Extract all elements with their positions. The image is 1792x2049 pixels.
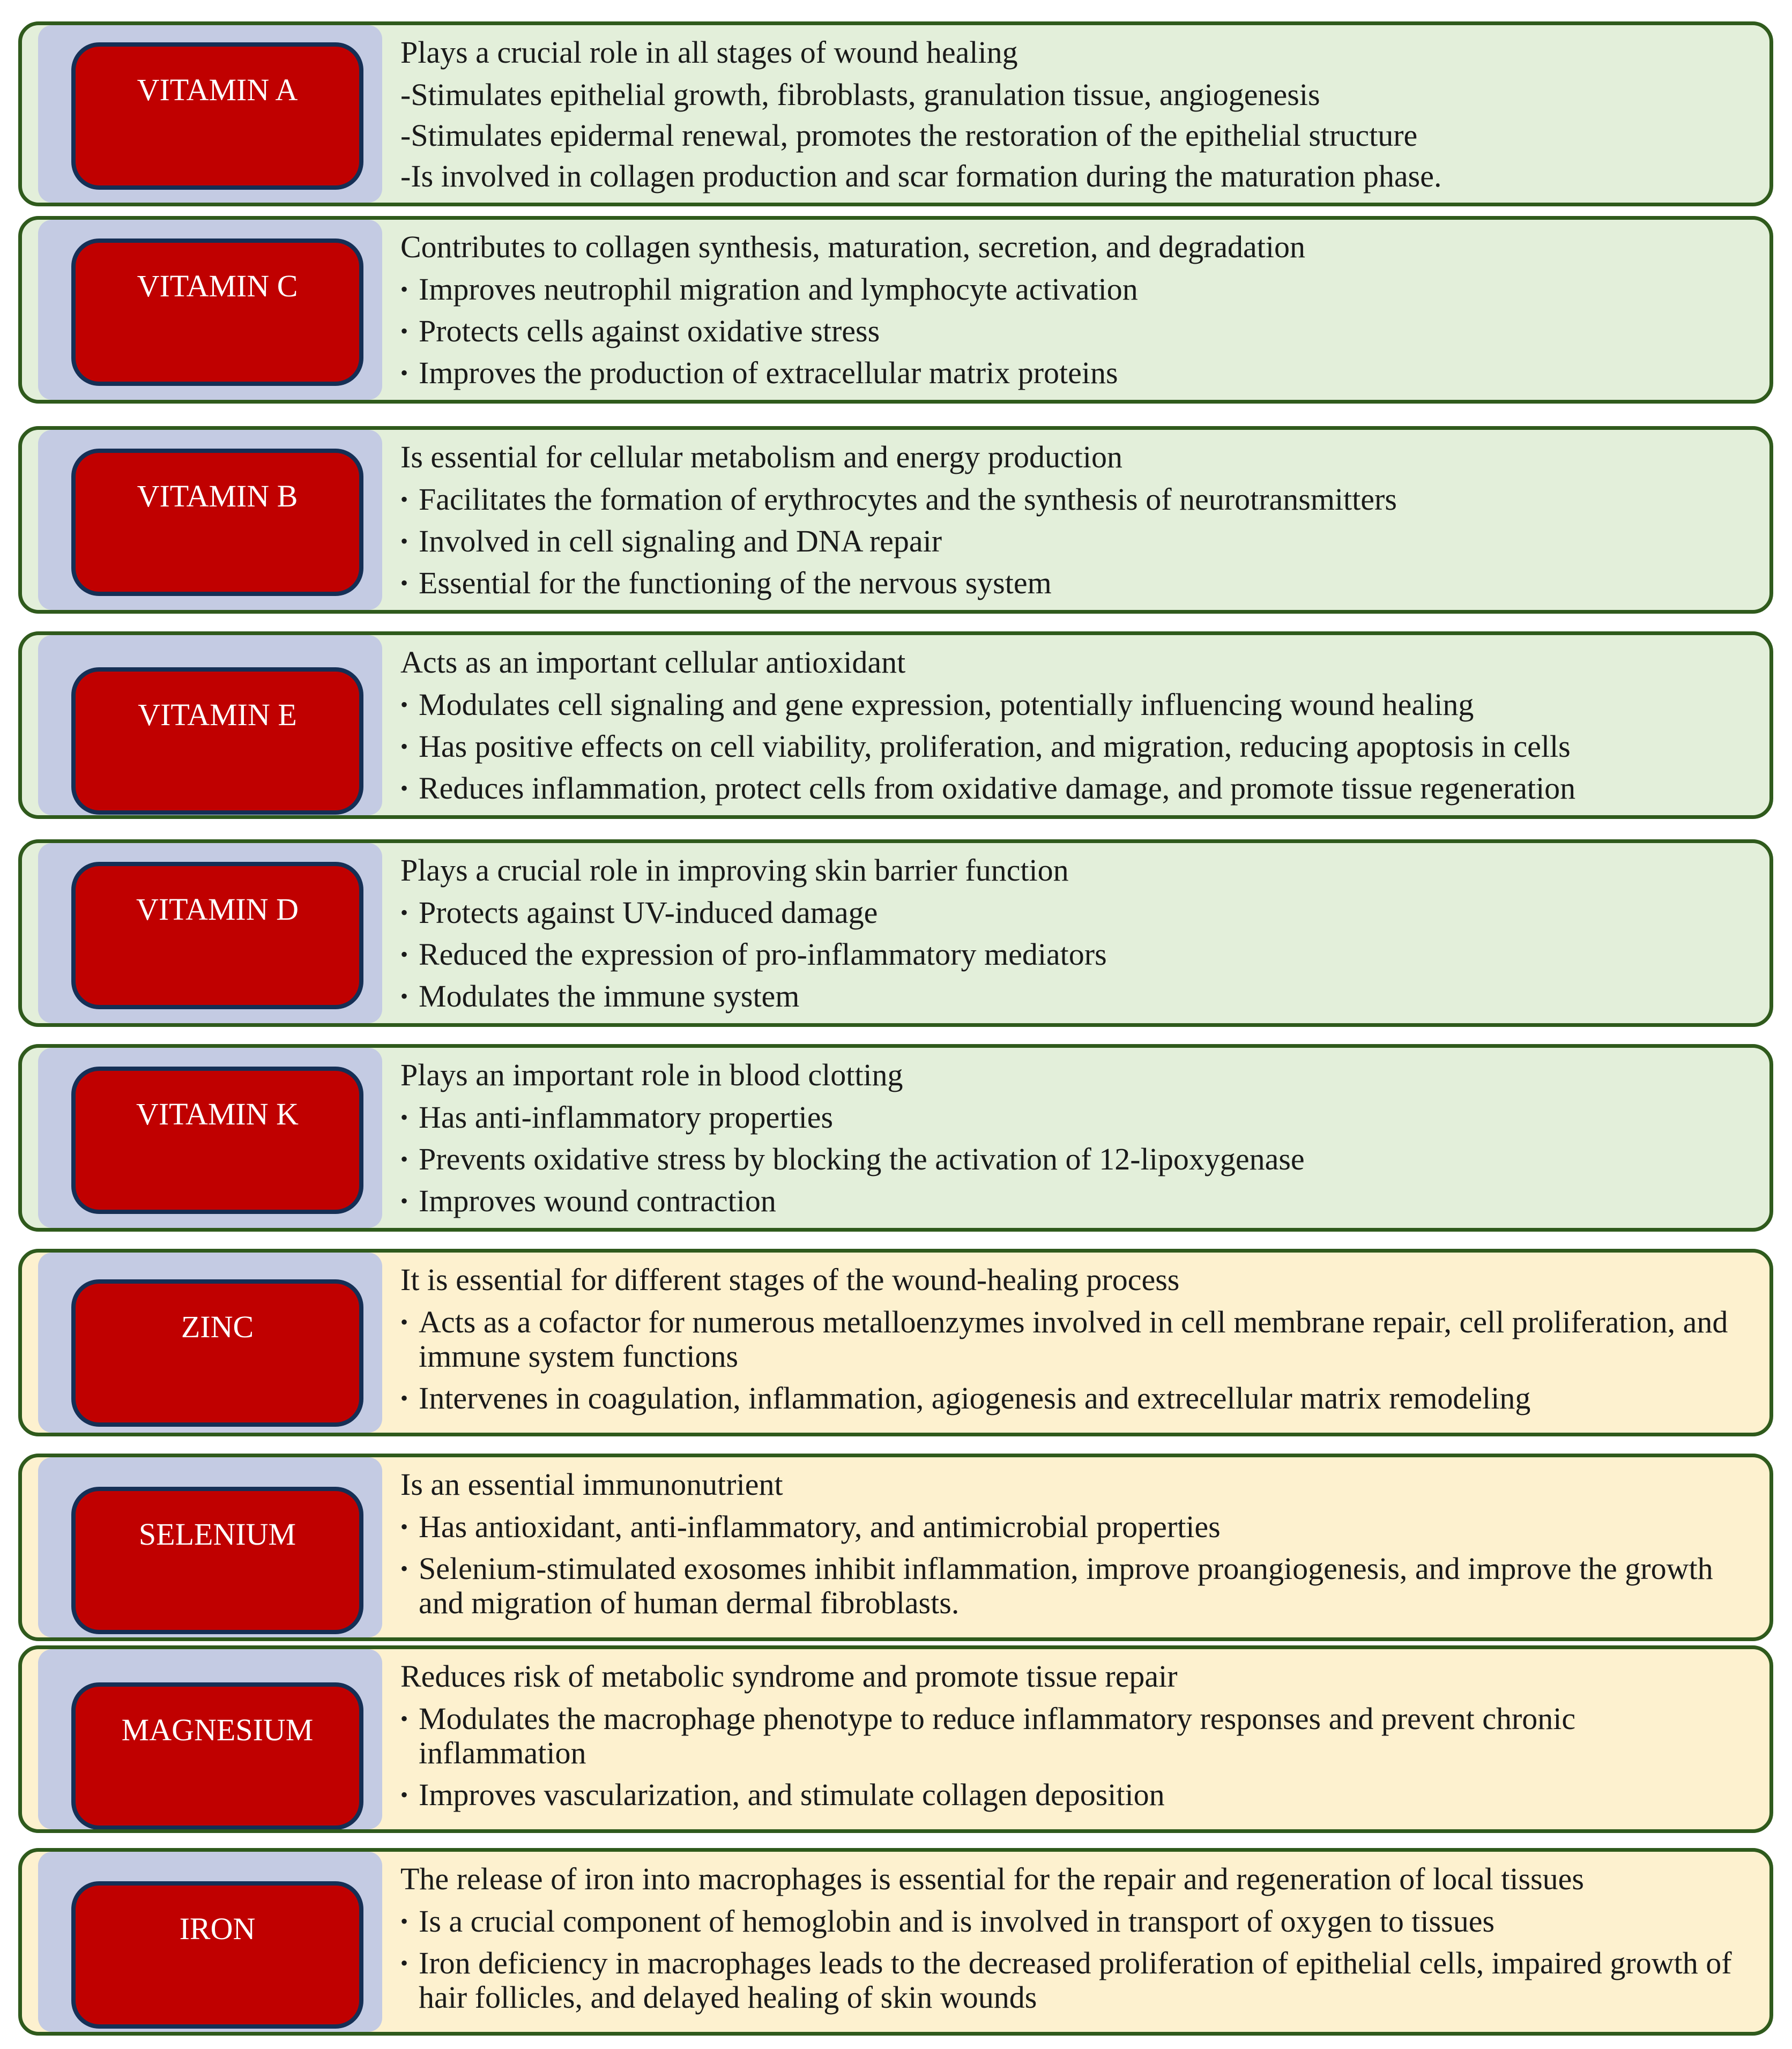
nutrient-row-selenium	[18, 1454, 1773, 1641]
bullet-icon: •	[400, 571, 408, 595]
nutrient-description	[400, 643, 1750, 813]
bullet-icon: •	[400, 277, 408, 301]
nutrient-description	[400, 1657, 1750, 1820]
nutrient-heading: Contributes to collagen synthesis, maturation, secretion, and degradation	[400, 229, 1306, 264]
nutrient-badge: IRON	[71, 1881, 363, 2029]
side-band	[38, 430, 382, 610]
bullet-item: • Reduced the expression of pro-inflammatory mediators	[400, 937, 1107, 972]
bullet-item: -Stimulates epidermal renewal, promotes the restoration of the epithelial structure	[400, 118, 1418, 153]
bullet-item: • Facilitates the formation of erythrocytes and the synthesis of neurotransmitters	[400, 482, 1397, 517]
nutrient-heading: Is an essential immunonutrient	[400, 1467, 783, 1502]
bullet-item: • Has antioxidant, anti-inflammatory, and antimicrobial properties	[400, 1509, 1221, 1544]
nutrient-description	[400, 1465, 1750, 1628]
bullet-icon: •	[400, 487, 408, 511]
nutrient-row-vitamin-k	[18, 1044, 1773, 1232]
bullet-item: • Reduces inflammation, protect cells from oxidative damage, and promote tissue regeneration	[400, 771, 1576, 806]
side-band	[38, 1253, 382, 1433]
nutrient-heading: Plays an important role in blood clotting	[400, 1057, 903, 1092]
bullet-icon: •	[400, 1556, 408, 1581]
bullet-icon: •	[400, 1909, 408, 1933]
nutrient-row-vitamin-b	[18, 426, 1773, 614]
nutrient-badge: SELENIUM	[71, 1487, 363, 1634]
bullet-item: • Acts as a cofactor for numerous metalloenzymes involved in cell membrane repair, cell proliferation, and immune system functions	[400, 1305, 1728, 1374]
nutrient-description	[400, 1260, 1750, 1423]
bullet-icon: •	[400, 1147, 408, 1171]
side-band	[38, 1852, 382, 2032]
bullet-item: • Modulates the immune system	[400, 979, 800, 1014]
side-band	[38, 635, 382, 815]
bullet-item: • Intervenes in coagulation, inflammation, agiogenesis and extrecellular matrix remodeling	[400, 1381, 1531, 1415]
nutrient-description	[400, 851, 1750, 1021]
bullet-icon: •	[400, 529, 408, 553]
bullet-item: • Modulates the macrophage phenotype to reduce inflammatory responses and prevent chronic inflammation	[400, 1701, 1576, 1770]
bullet-item: • Protects cells against oxidative stress	[400, 314, 880, 348]
nutrient-heading: It is essential for different stages of the wound-healing process	[400, 1262, 1180, 1297]
bullet-icon: •	[400, 942, 408, 966]
nutrient-badge: VITAMIN B	[71, 449, 363, 596]
bullet-icon: •	[400, 776, 408, 800]
bullet-icon: •	[400, 1189, 408, 1213]
bullet-item: • Protects against UV-induced damage	[400, 895, 878, 930]
nutrient-description	[400, 1859, 1750, 2022]
bullet-icon: •	[400, 1386, 408, 1410]
side-band	[38, 1457, 382, 1637]
nutrient-heading: Plays a crucial role in all stages of wound healing	[400, 35, 1018, 70]
bullet-icon: •	[400, 1105, 408, 1129]
nutrient-heading: Is essential for cellular metabolism and energy production	[400, 439, 1123, 474]
bullet-icon: •	[400, 1515, 408, 1539]
nutrient-description	[400, 227, 1750, 398]
bullet-item: • Selenium-stimulated exosomes inhibit inflammation, improve proangiogenesis, and improve the growth and migration of human dermal fibroblasts.	[400, 1551, 1713, 1620]
side-band	[38, 1048, 382, 1228]
bullet-item: • Essential for the functioning of the nervous system	[400, 565, 1052, 600]
bullet-icon: •	[400, 692, 408, 717]
nutrient-row-iron	[18, 1848, 1773, 2036]
nutrient-badge: VITAMIN K	[71, 1067, 363, 1214]
bullet-icon: •	[400, 1707, 408, 1731]
bullet-item: • Involved in cell signaling and DNA repair	[400, 524, 942, 558]
nutrient-row-vitamin-c	[18, 216, 1773, 404]
bullet-icon: •	[400, 734, 408, 758]
nutrient-row-magnesium	[18, 1645, 1773, 1833]
bullet-item: • Improves the production of extracellular matrix proteins	[400, 355, 1118, 390]
nutrient-badge: MAGNESIUM	[71, 1682, 363, 1830]
nutrient-badge: VITAMIN A	[71, 42, 363, 190]
bullet-item: • Improves neutrophil migration and lymphocyte activation	[400, 272, 1138, 307]
bullet-item: -Is involved in collagen production and scar formation during the maturation phase.	[400, 159, 1442, 193]
nutrient-row-vitamin-a	[18, 21, 1773, 206]
side-band	[38, 1649, 382, 1829]
side-band	[38, 843, 382, 1023]
nutrient-description	[400, 437, 1750, 608]
nutrient-badge: VITAMIN D	[71, 862, 363, 1009]
bullet-item: • Has positive effects on cell viability, proliferation, and migration, reducing apoptosis in cells	[400, 729, 1571, 764]
nutrient-description	[400, 33, 1750, 200]
nutrient-badge: ZINC	[71, 1279, 363, 1427]
nutrient-row-zinc	[18, 1249, 1773, 1436]
bullet-icon: •	[400, 984, 408, 1008]
bullet-item: -Stimulates epithelial growth, fibroblasts, granulation tissue, angiogenesis	[400, 77, 1320, 112]
bullet-item: • Improves vascularization, and stimulate collagen deposition	[400, 1777, 1165, 1812]
nutrient-heading: The release of iron into macrophages is essential for the repair and regeneration of local tissues	[400, 1861, 1584, 1896]
nutrient-heading: Acts as an important cellular antioxidant	[400, 645, 906, 680]
bullet-item: • Is a crucial component of hemoglobin and is involved in transport of oxygen to tissues	[400, 1904, 1495, 1939]
nutrient-heading: Reduces risk of metabolic syndrome and promote tissue repair	[400, 1659, 1178, 1694]
nutrient-heading: Plays a crucial role in improving skin barrier function	[400, 853, 1069, 888]
bullet-icon: •	[400, 319, 408, 343]
bullet-item: • Modulates cell signaling and gene expression, potentially influencing wound healing	[400, 687, 1474, 722]
bullet-item: • Improves wound contraction	[400, 1183, 776, 1218]
nutrient-row-vitamin-d	[18, 839, 1773, 1027]
bullet-icon: •	[400, 361, 408, 385]
bullet-item: • Has anti-inflammatory properties	[400, 1100, 834, 1135]
side-band	[38, 25, 382, 203]
nutrient-badge: VITAMIN E	[71, 667, 363, 815]
bullet-item: • Iron deficiency in macrophages leads to the decreased proliferation of epithelial cells, impaired growth of hair follicles, and delayed healing of skin wounds	[400, 1946, 1732, 2015]
nutrient-row-vitamin-e	[18, 631, 1773, 819]
bullet-icon: •	[400, 1310, 408, 1334]
bullet-icon: •	[400, 900, 408, 925]
bullet-item: • Prevents oxidative stress by blocking the activation of 12-lipoxygenase	[400, 1142, 1305, 1176]
side-band	[38, 220, 382, 400]
bullet-icon: •	[400, 1951, 408, 1975]
bullet-icon: •	[400, 1783, 408, 1807]
nutrient-description	[400, 1055, 1750, 1226]
nutrient-badge: VITAMIN C	[71, 239, 363, 386]
